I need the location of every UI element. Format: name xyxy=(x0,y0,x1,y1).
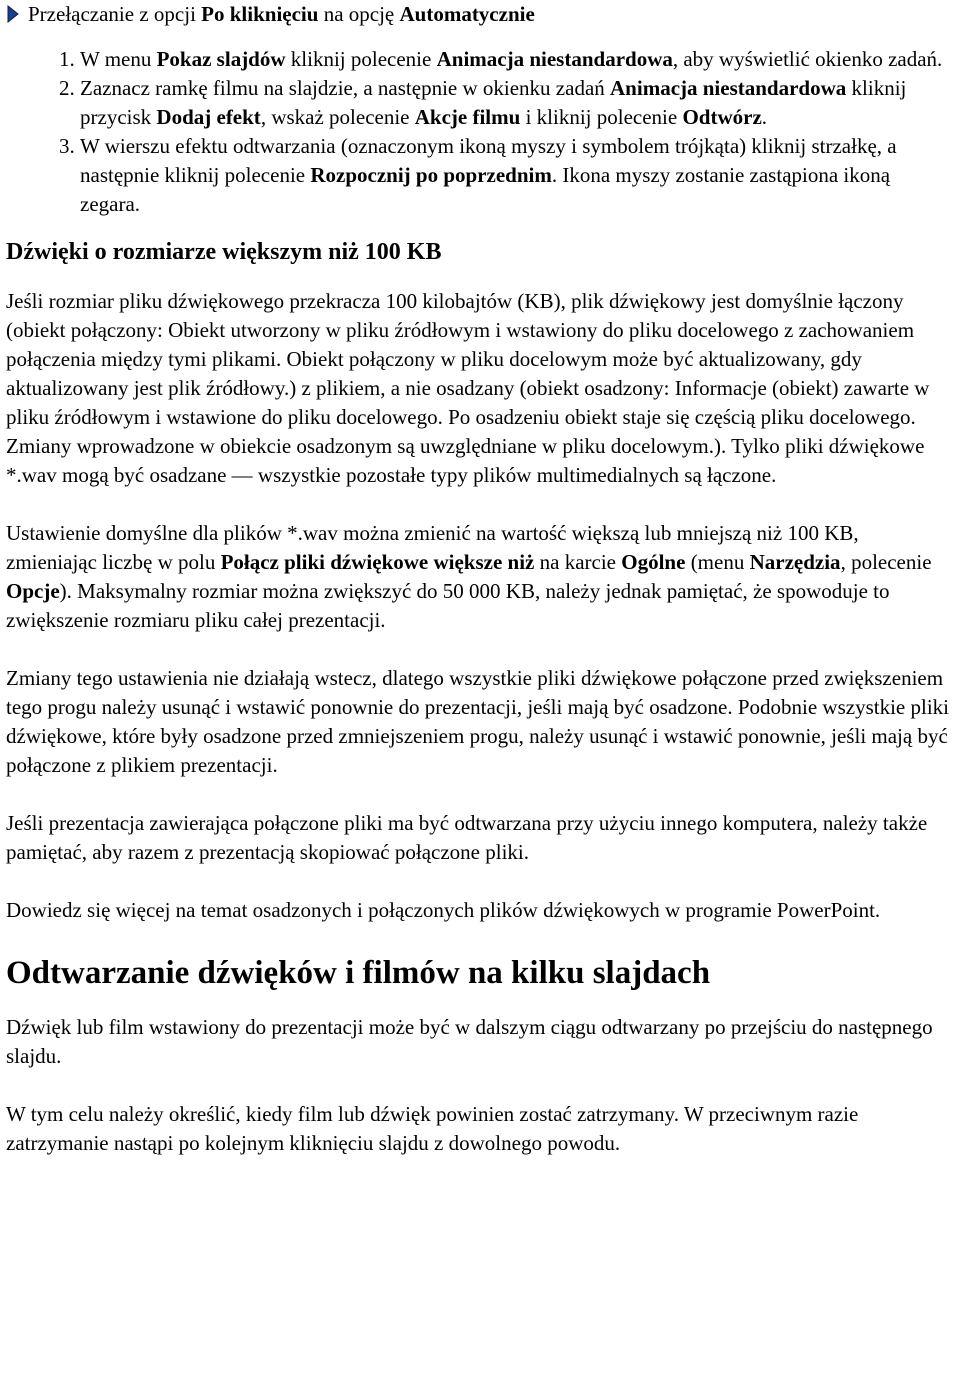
paragraph-change-setting: Ustawienie domyślne dla plików *.wav można zmienić na wartość większą lub mniejszą niż 100 KB, zmieniając liczbę w polu Połącz pliki dźwiękowe większe niż na karcie Ogólne (menu Narzędzia, polecenie Opcje). Maksymalny rozmiar można zwiększyć do 50 000 KB, należy jednak pamiętać, że spowoduje to zwiększenie rozmiaru pliku całej prezentacji. xyxy=(6,521,932,632)
paragraph-not-retroactive: Zmiany tego ustawienia nie działają wstecz, dlatego wszystkie pliki dźwiękowe połączone przed zwiększeniem tego progu należy usunąć i wstawić ponownie do prezentacji, jeśli mają być osadzone. Podobnie wszystkie pliki dźwiękowe, które były osadzone przed zmniejszeniem progu, należy usunąć i wstawić ponownie, jeśli mają być połączone z plikiem prezentacji. xyxy=(6,666,950,777)
toggle-label[interactable]: Przełączanie z opcji Po kliknięciu na opcję Automatycznie xyxy=(28,2,535,26)
step-item: 3. W wierszu efektu odtwarzania (oznaczonym ikoną myszy i symbolem trójkąta) kliknij strzałkę, a następnie kliknij polecenie Rozpocznij po poprzednim. Ikona myszy zostanie zastąpiona ikoną zegara. xyxy=(80,132,954,219)
paragraph-linking-defaults: Jeśli rozmiar pliku dźwiękowego przekracza 100 kilobajtów (KB), plik dźwiękowy jest domyślnie łączony (obiekt połączony: Obiekt utworzony w pliku źródłowym i wstawiony do pliku docelowego z zachowaniem połączenia między tymi plikami. Obiekt połączony w pliku docelowym może być aktualizowany, gdy aktualizowany jest plik źródłowy.) z plikiem, a nie osadzany (obiekt osadzony: Informacje (obiekt) zawarte w pliku źródłowym i wstawione do pliku docelowego. Po osadzeniu obiekt staje się częścią pliku docelowego. Zmiany wprowadzone w obiekcie osadzonym są uwzględniane w pliku docelowym.). Tylko pliki dźwiękowe *.wav mogą być osadzane — wszystkie pozostałe typy plików multimedialnych są łączone. xyxy=(6,289,930,487)
section-heading-multi-slide: Odtwarzanie dźwięków i filmów na kilku slajdach xyxy=(6,955,711,991)
expand-toggle[interactable] xyxy=(6,0,954,29)
paragraph-copy-linked-files: Jeśli prezentacja zawierająca połączone pliki ma być odtwarzana przy użyciu innego komputera, należy także pamiętać, aby razem z prezentacją skopiować połączone pliki. xyxy=(6,811,928,864)
paragraph-stop-playback: W tym celu należy określić, kiedy film lub dźwięk powinien zostać zatrzymany. W przeciwnym razie zatrzymanie nastąpi po kolejnym kliknięciu slajdu z dowolnego powodu. xyxy=(6,1102,859,1155)
section-heading-large-sounds: Dźwięki o rozmiarze większym niż 100 KB xyxy=(6,239,442,265)
steps-list xyxy=(6,45,954,219)
learn-more-link[interactable]: Dowiedz się więcej na temat osadzonych i połączonych plików dźwiękowych w programie PowerPoint. xyxy=(6,898,881,922)
expand-triangle-icon[interactable] xyxy=(6,5,20,23)
step-item: 2. Zaznacz ramkę filmu na slajdzie, a następnie w okienku zadań Animacja niestandardowa kliknij przycisk Dodaj efekt, wskaż polecenie Akcje filmu i kliknij polecenie Odtwórz. xyxy=(80,74,954,132)
step-item: 1. W menu Pokaz slajdów kliknij polecenie Animacja niestandardowa, aby wyświetlić okienko zadań. xyxy=(80,45,954,74)
paragraph-continue-playing: Dźwięk lub film wstawiony do prezentacji może być w dalszym ciągu odtwarzany po przejściu do następnego slajdu. xyxy=(6,1015,933,1068)
